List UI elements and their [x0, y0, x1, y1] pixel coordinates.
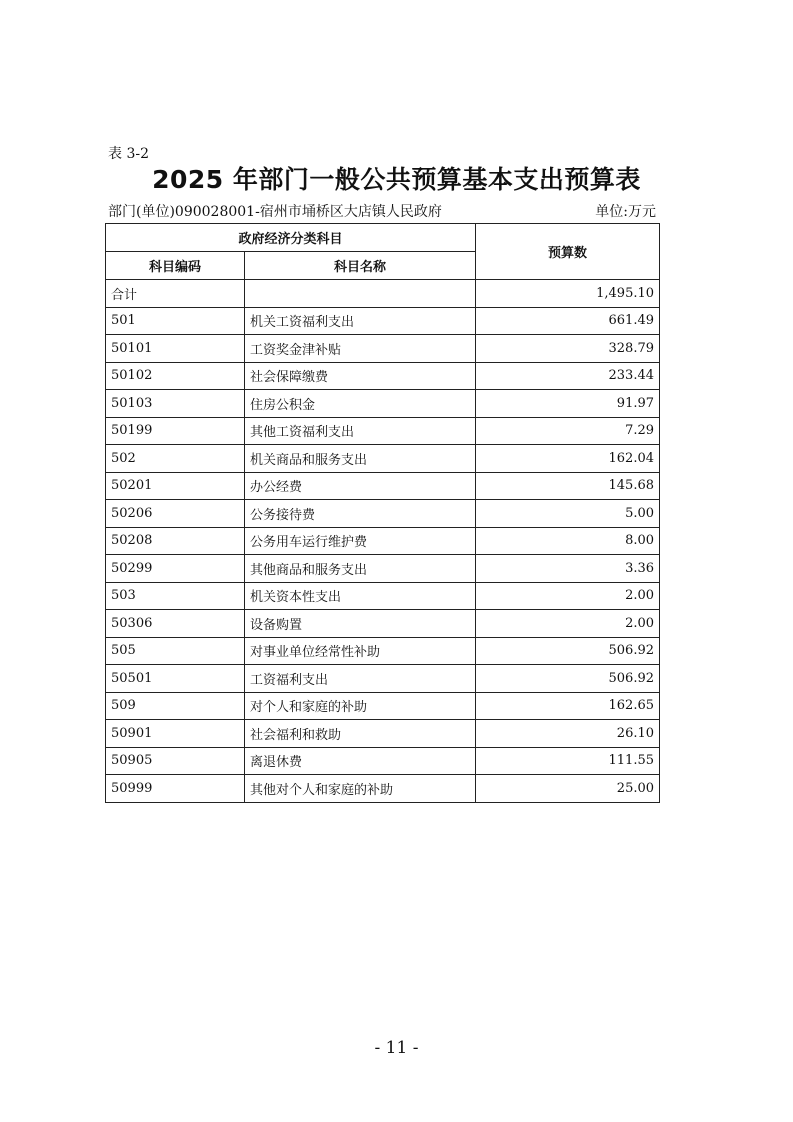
- row-amount: 233.44: [476, 362, 660, 390]
- table-row: [106, 527, 660, 555]
- row-amount: 145.68: [476, 472, 660, 500]
- table-row: [106, 692, 660, 720]
- table-row: [106, 775, 660, 803]
- row-name: 公务用车运行维护费: [245, 527, 476, 555]
- table-row: [106, 582, 660, 610]
- table-row: [106, 610, 660, 638]
- row-code: 50199: [106, 417, 245, 445]
- row-amount: 7.29: [476, 417, 660, 445]
- row-code: 50501: [106, 665, 245, 693]
- table-label: 表 3-2: [108, 146, 149, 162]
- row-code: 501: [106, 307, 245, 335]
- row-amount: 111.55: [476, 747, 660, 775]
- row-code: 50101: [106, 335, 245, 363]
- table-row: [106, 665, 660, 693]
- row-name: 办公经费: [245, 472, 476, 500]
- row-amount: 2.00: [476, 610, 660, 638]
- table-row: [106, 720, 660, 748]
- row-code: 505: [106, 637, 245, 665]
- row-name: 其他商品和服务支出: [245, 555, 476, 583]
- row-name: 对事业单位经常性补助: [245, 637, 476, 665]
- row-amount: 162.04: [476, 445, 660, 473]
- row-code: 509: [106, 692, 245, 720]
- row-code: 50102: [106, 362, 245, 390]
- table-row: [106, 500, 660, 528]
- row-amount: 5.00: [476, 500, 660, 528]
- total-row: [106, 280, 660, 308]
- row-name: 设备购置: [245, 610, 476, 638]
- header-name: 科目名称: [245, 252, 476, 280]
- table-row: [106, 362, 660, 390]
- row-code: 50901: [106, 720, 245, 748]
- row-amount: 162.65: [476, 692, 660, 720]
- table-row: [106, 445, 660, 473]
- table-row: [106, 637, 660, 665]
- row-code: 50306: [106, 610, 245, 638]
- department-label: 部门(单位)090028001-宿州市埇桥区大店镇人民政府: [108, 204, 442, 220]
- table-row: [106, 747, 660, 775]
- row-name: 对个人和家庭的补助: [245, 692, 476, 720]
- row-amount: 26.10: [476, 720, 660, 748]
- table-row: [106, 390, 660, 418]
- row-name: 社会福利和救助: [245, 720, 476, 748]
- table-row: [106, 335, 660, 363]
- unit-label: 单位:万元: [595, 204, 656, 220]
- table-header: [106, 224, 660, 280]
- row-code: 50208: [106, 527, 245, 555]
- row-code: 50103: [106, 390, 245, 418]
- row-name: 机关资本性支出: [245, 582, 476, 610]
- row-name: 其他工资福利支出: [245, 417, 476, 445]
- row-code: 50999: [106, 775, 245, 803]
- header-code: 科目编码: [106, 252, 245, 280]
- row-amount: 506.92: [476, 637, 660, 665]
- total-amount: 1,495.10: [476, 280, 660, 308]
- page-title: 2025 年部门一般公共预算基本支出预算表: [152, 165, 641, 194]
- row-code: 502: [106, 445, 245, 473]
- row-amount: 661.49: [476, 307, 660, 335]
- row-name: 工资奖金津补贴: [245, 335, 476, 363]
- table-row: [106, 417, 660, 445]
- row-amount: 8.00: [476, 527, 660, 555]
- row-name: 机关工资福利支出: [245, 307, 476, 335]
- table-row: [106, 555, 660, 583]
- table-row: [106, 472, 660, 500]
- row-name: 其他对个人和家庭的补助: [245, 775, 476, 803]
- total-label: 合计: [106, 280, 245, 308]
- header-group: 政府经济分类科目: [106, 224, 476, 252]
- row-name: 社会保障缴费: [245, 362, 476, 390]
- table-row: [106, 307, 660, 335]
- row-amount: 2.00: [476, 582, 660, 610]
- row-name: 离退休费: [245, 747, 476, 775]
- budget-table: [105, 223, 660, 803]
- row-amount: 3.36: [476, 555, 660, 583]
- row-code: 503: [106, 582, 245, 610]
- row-code: 50206: [106, 500, 245, 528]
- row-code: 50299: [106, 555, 245, 583]
- row-code: 50905: [106, 747, 245, 775]
- table-body: [106, 280, 660, 803]
- row-name: 公务接待费: [245, 500, 476, 528]
- page-number: - 11 -: [374, 1038, 419, 1058]
- table-meta: [108, 201, 656, 221]
- row-code: 50201: [106, 472, 245, 500]
- row-amount: 25.00: [476, 775, 660, 803]
- total-name-empty: [245, 280, 476, 308]
- row-amount: 506.92: [476, 665, 660, 693]
- row-name: 机关商品和服务支出: [245, 445, 476, 473]
- row-amount: 328.79: [476, 335, 660, 363]
- row-amount: 91.97: [476, 390, 660, 418]
- row-name: 工资福利支出: [245, 665, 476, 693]
- row-name: 住房公积金: [245, 390, 476, 418]
- header-amount: 预算数: [476, 224, 660, 280]
